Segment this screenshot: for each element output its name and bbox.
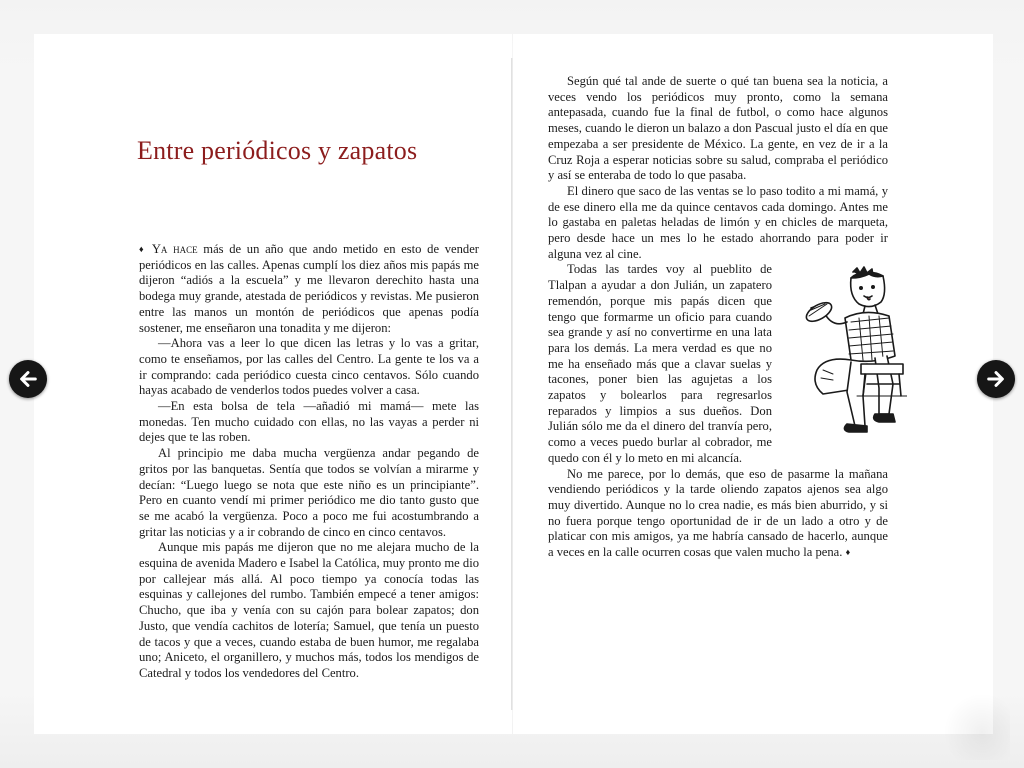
- paragraph-text: No me parece, por lo demás, que eso de pasarme la mañana vendiendo periódicos y la tarde oliendo zapatos ajenos sea algo muy divertido. Aunque no lo crea nadie, es más bien aburrido, y si no fuera porque tengo oportunidad de ir de un lado a otro y de platicar con mis amigos, ya me habría cansado de hacerlo, aunque a veces en la calle ocurren cosas que valen mucho la pena.: [548, 466, 888, 560]
- paragraph: [139, 242, 479, 336]
- paragraph-with-illustration: [548, 262, 888, 466]
- paragraph-text: más de un año que ando metido en esto de vender periódicos en las calles. Apenas cumplí los diez años mis papás me dijeron “adiós a la escuela” y me llevaron derechito hasta una bodega muy grande, atestada de periódicos y revistas. Me pusieron entre las manos un montón de periódicos que apenas podía sostener, me enseñaron una tonadita y me dijeron:: [139, 242, 479, 335]
- previous-page-button[interactable]: [9, 360, 47, 398]
- paragraph: —En esta bolsa de tela —añadió mi mamá— mete las monedas. Ten mucho cuidado con ellas, no las vayas a perder ni dejes que te las roben.: [139, 399, 479, 445]
- book-gutter: [511, 58, 513, 710]
- arrow-right-icon: [985, 368, 1007, 390]
- left-text-column: [139, 242, 479, 682]
- boy-shining-shoe-illustration: [782, 264, 888, 444]
- next-page-button[interactable]: [977, 360, 1015, 398]
- paragraph: [548, 467, 888, 561]
- diamond-ornament-icon: ♦: [139, 244, 147, 254]
- chapter-title: Entre periódicos y zapatos: [137, 136, 418, 165]
- arrow-left-icon: [17, 368, 39, 390]
- smallcaps-lead: Ya hace: [151, 242, 198, 256]
- right-text-column: [548, 74, 888, 561]
- paragraph-text: Todas las tardes voy al pueblito de Tlalpan a ayudar a don Julián, un zapatero remendón, porque mis papás dicen que tengo que formarme un oficio para cuando sea grande y así no convertirme en una lata para los demás. La mera verdad es que no me ha enseñado más que a clavar suelas y tacones, poner bien las agujetas a los zapatos y bolearlos para regresarlos reparados y limpios a sus dueños. Don Julián sólo me da el dinero del tranvía pero, como a veces puedo burlar al cobrador, me quedo con él y lo meto en mi alcancía.: [548, 262, 772, 465]
- illustration-drawing: [801, 264, 907, 444]
- paragraph: Al principio me daba mucha vergüenza andar pegando de gritos por las banquetas. Sentía que todos se volvían a mirarme y decían: “Luego luego se nota que este niño es un principiante”. Pero en cuanto vendí mi primer periódico me dio tanto gusto que se me acabó la vergüenza. Poco a poco me fui acostumbrando a gritar las noticias y a ir cobrando de cinco en cinco centavos.: [139, 446, 479, 539]
- paragraph: —Ahora vas a leer lo que dicen las letras y lo vas a gritar, como te enseñamos, por las calles del Centro. La gente te los va a ir comprando: cada periódico cuesta cinco centavos. Sólo cuando hayas acabado de venderlos todos puedes volver a casa.: [139, 336, 479, 398]
- paragraph: El dinero que saco de las ventas se lo paso todito a mi mamá, y de ese dinero ella me da quince centavos cada domingo. Antes me lo gastaba en paletas heladas de limón y en chicles de marqueta, pero desde hace un mes lo he estado ahorrando para poder ir alguna vez al cine.: [548, 183, 888, 261]
- paragraph: Aunque mis papás me dijeron que no me alejara mucho de la esquina de avenida Madero e Isabel la Católica, muy pronto me dio por callejear más allá. Al poco tiempo ya conocía todas las esquinas y callejones del rumbo. También empecé a tener amigos: Chucho, que iba y venía con su cajón para bolear zapatos; don Justo, que vendía cachitos de lotería; Samuel, que tenía un puesto de tacos y que a veces, cuando estaba de buen humor, me regalaba uno; Aniceto, el organillero, y muchos más, todos los mendigos de Catedral y todos los vendedores del Centro.: [139, 540, 479, 680]
- paragraph: Según qué tal ande de suerte o qué tan buena sea la noticia, a veces vendo los periódicos muy pronto, como la semana antepasada, cuando fue la final de futbol, o como hace algunos meses, cuando le dieron un balazo a don Pascual justo el día en que empezaba a ser presidente de México. La gente, en vez de ir a la Cruz Roja a esperar noticias sobre su salud, compraba el periódico y así se enteraba de todo lo que pasaba.: [548, 74, 888, 183]
- page-curl-corner: [940, 690, 1010, 760]
- diamond-ornament-icon: ♦: [845, 547, 851, 558]
